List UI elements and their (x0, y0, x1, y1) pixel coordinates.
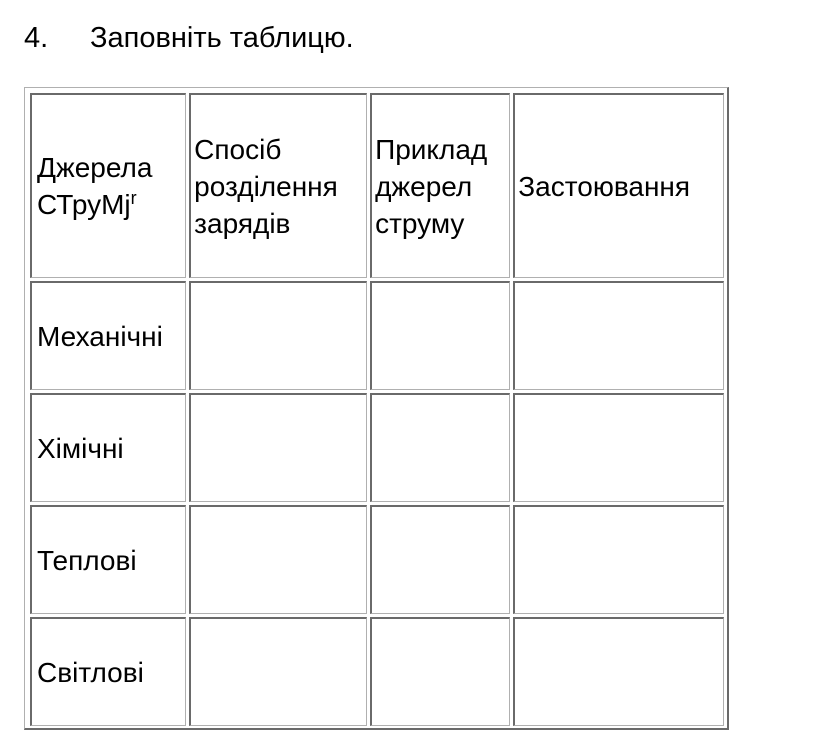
table-row (30, 281, 724, 390)
table-row (30, 393, 724, 502)
header-cell-separation-method (189, 93, 367, 278)
table-row (30, 617, 724, 726)
blank-cell[interactable] (189, 505, 367, 614)
row-label-chemical: Хімічні (30, 393, 186, 502)
header-cell-sources (30, 93, 186, 278)
header-sources-line1: Джерела (37, 152, 153, 183)
header-cell-examples (370, 93, 510, 278)
task-text: Заповніть таблицю. (90, 22, 354, 54)
header-method-line2: розділення (194, 170, 338, 202)
blank-cell[interactable] (189, 393, 367, 502)
task-number: 4. (24, 22, 49, 54)
blank-cell[interactable] (189, 617, 367, 726)
table-header-row (30, 93, 724, 278)
fill-table-frame (24, 87, 729, 730)
blank-cell[interactable] (513, 617, 724, 726)
fill-table (27, 90, 727, 729)
row-label-mechanical: Механічні (30, 281, 186, 390)
blank-cell[interactable] (189, 281, 367, 390)
header-examples-line1: Приклад (375, 133, 488, 165)
blank-cell[interactable] (370, 393, 510, 502)
header-method-line3: зарядів (194, 207, 291, 239)
header-examples-line3: струму (375, 207, 465, 239)
task-heading (24, 18, 354, 58)
header-sources-line2: СТруМj (37, 189, 131, 220)
blank-cell[interactable] (370, 505, 510, 614)
header-cell-application: Застоювання (513, 93, 724, 278)
header-method-line1: Спосіб (194, 133, 282, 165)
row-label-light: Світлові (30, 617, 186, 726)
table-row (30, 505, 724, 614)
blank-cell[interactable] (370, 281, 510, 390)
header-examples-line2: джерел (375, 170, 473, 202)
row-label-thermal: Теплові (30, 505, 186, 614)
blank-cell[interactable] (513, 505, 724, 614)
header-sources-superscript: r (130, 188, 137, 208)
blank-cell[interactable] (513, 393, 724, 502)
blank-cell[interactable] (513, 281, 724, 390)
blank-cell[interactable] (370, 617, 510, 726)
